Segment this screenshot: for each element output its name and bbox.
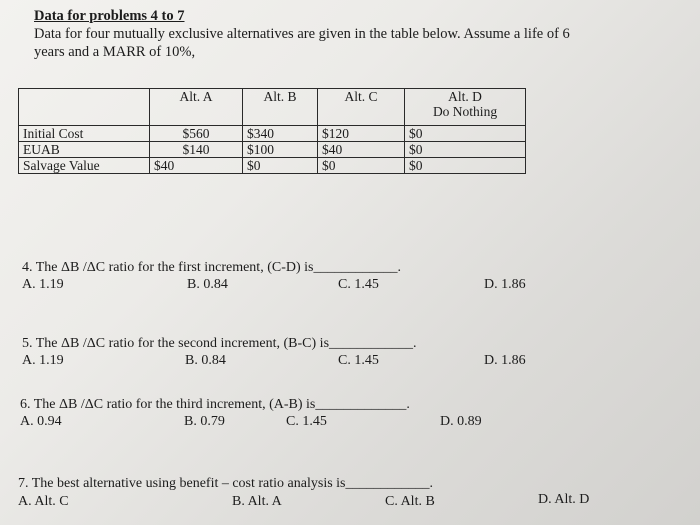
option-c: C. Alt. B <box>385 494 435 509</box>
answer-blank: ____________. <box>329 336 417 351</box>
option-a: A. Alt. C <box>18 494 69 509</box>
cell-alt-b: $100 <box>243 142 318 158</box>
table-row <box>19 158 526 174</box>
page-title: Data for problems 4 to 7 <box>34 8 185 24</box>
table-header-alt-a: Alt. A <box>150 89 243 126</box>
table-header-empty <box>19 89 150 126</box>
intro-line-2: years and a MARR of 10%, <box>34 44 196 60</box>
answer-blank: ____________. <box>345 476 433 491</box>
cell-alt-c: $40 <box>318 142 405 158</box>
option-c: C. 1.45 <box>338 277 379 292</box>
cell-alt-c: $120 <box>318 126 405 142</box>
option-c: C. 1.45 <box>286 414 327 429</box>
intro-line-1: Data for four mutually exclusive alternatives are given in the table below. Assume a life of 6 <box>34 26 570 42</box>
table-header-alt-c: Alt. C <box>318 89 405 126</box>
question-7-text: 7. The best alternative using benefit – cost ratio analysis is <box>18 476 346 491</box>
question-6-text: 6. The ΔB /ΔC ratio for the third increment, (A-B) is <box>20 397 316 412</box>
question-4-text: 4. The ΔB /ΔC ratio for the first increment, (C-D) is <box>22 260 314 275</box>
option-c: C. 1.45 <box>338 353 379 368</box>
option-a: A. 0.94 <box>20 414 62 429</box>
row-label: Salvage Value <box>19 158 150 174</box>
cell-alt-b: $340 <box>243 126 318 142</box>
question-5-text: 5. The ΔB /ΔC ratio for the second increment, (B-C) is <box>22 336 330 351</box>
cell-alt-b: $0 <box>243 158 318 174</box>
table-header-alt-d <box>405 89 526 126</box>
answer-blank: ____________. <box>313 260 401 275</box>
option-d: D. Alt. D <box>538 492 590 507</box>
option-b: B. 0.79 <box>184 414 225 429</box>
question-5 <box>22 336 417 352</box>
table-row <box>19 142 526 158</box>
option-a: A. 1.19 <box>22 353 64 368</box>
row-label: Initial Cost <box>19 126 150 142</box>
table-row <box>19 126 526 142</box>
cell-alt-a: $140 <box>150 142 243 158</box>
option-b: B. 0.84 <box>187 277 228 292</box>
cell-alt-a: $40 <box>150 158 243 174</box>
alt-d-label: Alt. D <box>448 89 482 104</box>
option-d: D. 1.86 <box>484 353 526 368</box>
cell-alt-d: $0 <box>405 158 526 174</box>
option-d: D. 0.89 <box>440 414 482 429</box>
question-6 <box>20 397 410 413</box>
question-7 <box>18 476 433 492</box>
do-nothing-label: Do Nothing <box>432 104 498 119</box>
cell-alt-c: $0 <box>318 158 405 174</box>
table-header-row <box>19 89 526 126</box>
option-b: B. 0.84 <box>185 353 226 368</box>
question-4 <box>22 260 401 276</box>
cell-alt-d: $0 <box>405 142 526 158</box>
cell-alt-a: $560 <box>150 126 243 142</box>
alternatives-table <box>18 88 526 174</box>
table-header-alt-b: Alt. B <box>243 89 318 126</box>
option-b: B. Alt. A <box>232 494 282 509</box>
row-label: EUAB <box>19 142 150 158</box>
option-a: A. 1.19 <box>22 277 64 292</box>
cell-alt-d: $0 <box>405 126 526 142</box>
answer-blank: _____________. <box>315 397 410 412</box>
option-d: D. 1.86 <box>484 277 526 292</box>
